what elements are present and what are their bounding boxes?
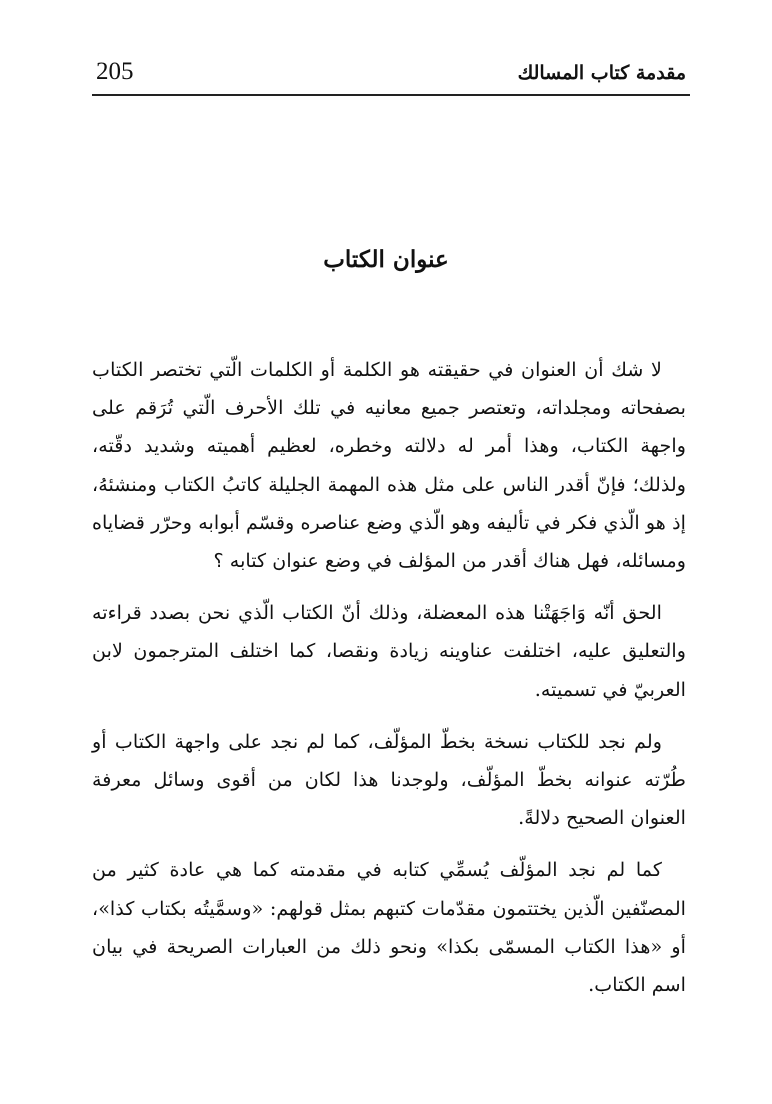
body-text (92, 351, 686, 1018)
header-title: مقدمة كتاب المسالك (517, 62, 686, 84)
paragraph-1: لا شك أن العنوان في حقيقته هو الكلمة أو الكلمات الّتي تختصر الكتاب بصفحاته ومجلداته، وتعتصر جميع معانيه في تلك الأحرف الّتي تُرَقم على واجهة الكتاب، وهذا أمر له دلالته وخطره، لعظيم أهميته وشديد دقّته، ولذلك؛ فإنّ أقدر الناس على مثل هذه المهمة الجليلة كاتبُ الكتاب ومنشئهُ، إذ هو الّذي فكر في تأليفه وهو الّذي وضع عناصره وقسّم أبوابه وحرّر قضاياه ومسائله، فهل هناك أقدر من المؤلف في وضع عنوان كتابه ؟ (92, 358, 686, 573)
paragraph-2: الحق أنّه وَاجَهَتْنا هذه المعضلة، وذلك أنّ الكتاب الّذي نحن بصدد قراءته والتعليق عليه، اختلفت عناوينه زيادة ونقصا، كما اختلف المترجمون لابن العربيّ في تسميته. (92, 601, 686, 701)
page-number: 205 (96, 58, 134, 85)
paragraph-3: ولم نجد للكتاب نسخة بخطّ المؤلّف، كما لم نجد على واجهة الكتاب أو طُرّته عنوانه بخطّ المؤلّف، ولوجدنا هذا لكان من أقوى وسائل معرفة العنوان الصحيح دلالةً. (92, 729, 686, 830)
running-header (92, 56, 690, 96)
section-title: عنوان الكتاب (323, 246, 449, 273)
paragraph-4: كما لم نجد المؤلّف يُسمِّي كتابه في مقدمته كما هي عادة كثير من المصنّفين الّذين يختتمون مقدّمات كتبهم بمثل قولهم: «وسمَّيتُه بكتاب كذا»، أو «هذا الكتاب المسمّى بكذا» ونحو ذلك من العبارات الصريحة في بيان اسم الكتاب. (92, 858, 686, 997)
